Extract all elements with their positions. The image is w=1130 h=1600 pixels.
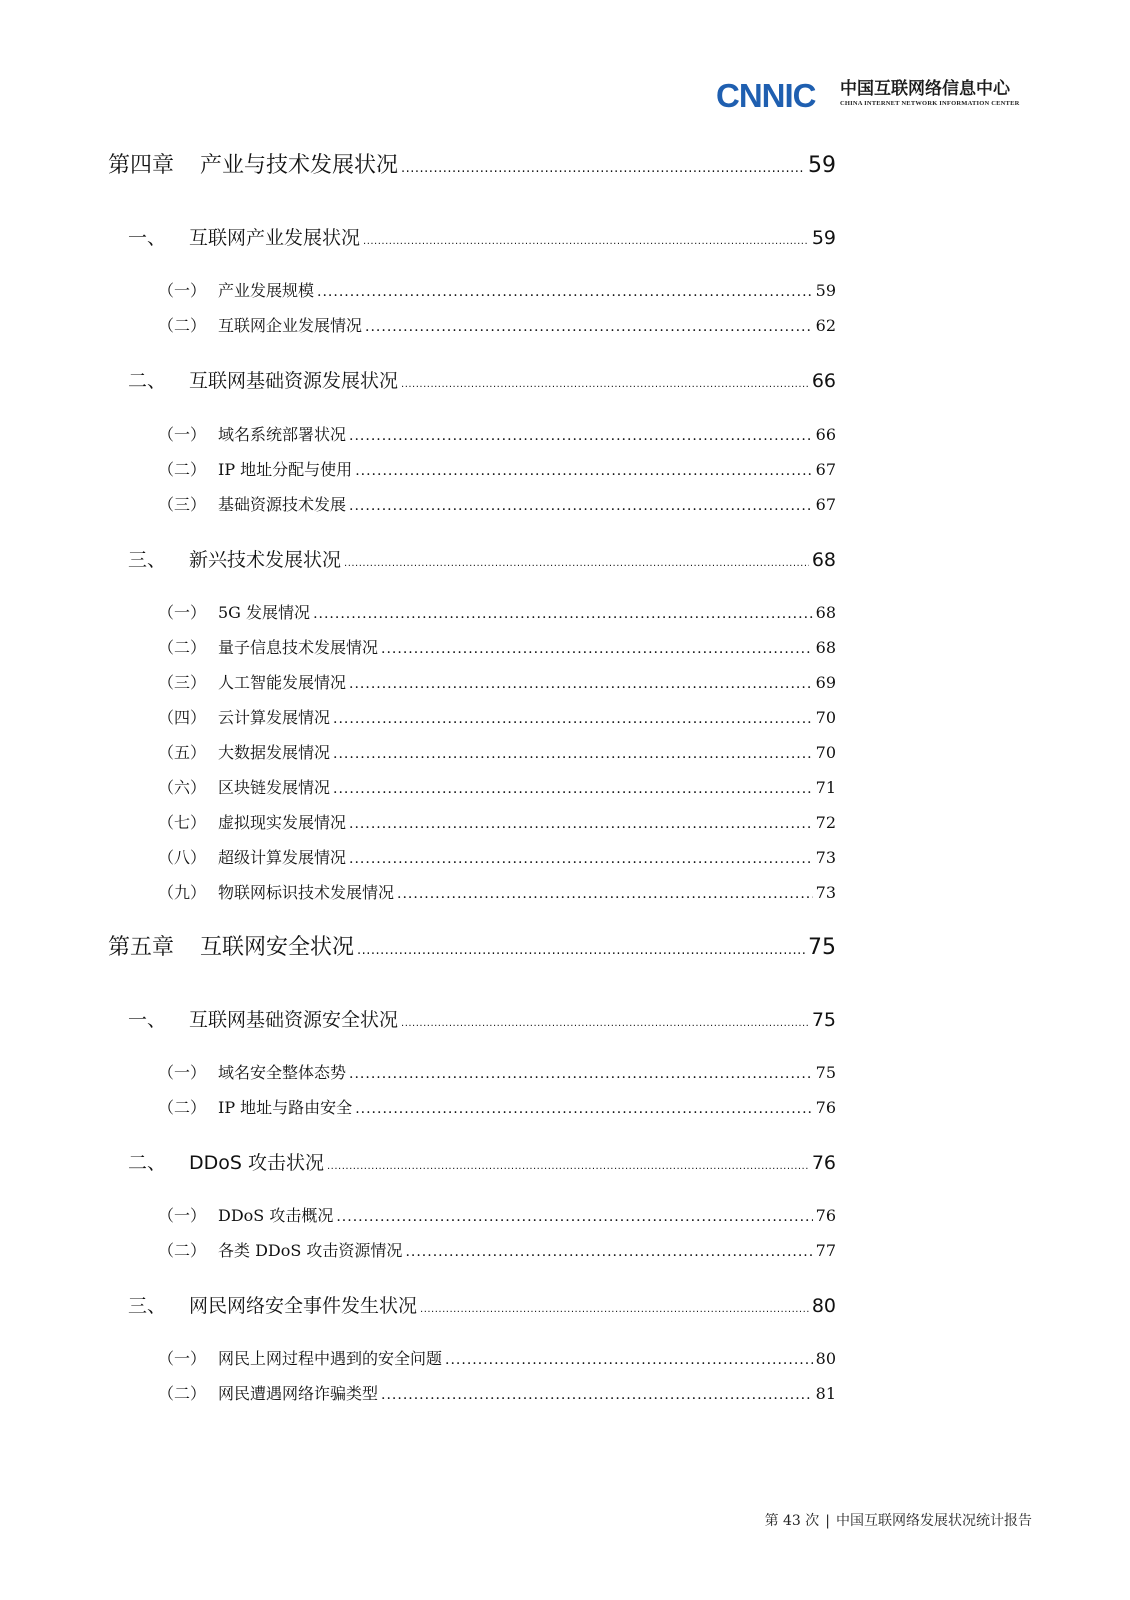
toc-leader xyxy=(349,816,813,832)
toc-title: 超级计算发展情况 xyxy=(218,848,347,867)
toc-page: 59 xyxy=(808,153,836,178)
toc-leader xyxy=(313,606,813,622)
toc-title: 大数据发展情况 xyxy=(218,743,331,762)
toc-number: （一） xyxy=(158,425,207,444)
toc-subsection[interactable] xyxy=(158,775,836,798)
toc-number: （二） xyxy=(158,316,207,335)
toc-title: 网民上网过程中遇到的安全问题 xyxy=(218,1349,443,1368)
toc-title: 互联网企业发展情况 xyxy=(218,316,363,335)
toc-leader xyxy=(355,1101,812,1117)
toc-number: （二） xyxy=(158,460,207,479)
toc-leader xyxy=(401,379,809,390)
toc-subsection[interactable] xyxy=(158,457,836,480)
toc-number: （一） xyxy=(158,1063,207,1082)
toc-page: 75 xyxy=(811,1009,836,1031)
toc-number: （二） xyxy=(158,1384,207,1403)
toc-number: （一） xyxy=(158,281,207,300)
toc-title: 网民网络安全事件发生状况 xyxy=(189,1295,418,1317)
toc-section[interactable] xyxy=(128,366,836,393)
logo-mark: CNNIC xyxy=(716,77,816,114)
toc-number: （三） xyxy=(158,495,207,514)
toc-title: IP 地址与路由安全 xyxy=(218,1098,353,1117)
toc-subsection[interactable] xyxy=(158,1060,836,1083)
toc-title: 物联网标识技术发展情况 xyxy=(218,883,395,902)
toc-subsection[interactable] xyxy=(158,1203,836,1226)
toc-leader xyxy=(355,463,812,479)
toc-leader xyxy=(333,781,813,797)
page-footer xyxy=(765,1510,1032,1530)
toc-title: IP 地址分配与使用 xyxy=(218,460,353,479)
toc-subsection[interactable] xyxy=(158,740,836,763)
toc-section[interactable] xyxy=(128,1005,836,1032)
toc-page: 68 xyxy=(811,549,836,571)
toc-leader xyxy=(317,284,813,300)
toc-number: 一、 xyxy=(128,1009,167,1031)
toc-leader xyxy=(445,1352,813,1368)
toc-title: 互联网基础资源发展状况 xyxy=(189,370,399,392)
toc-subsection[interactable] xyxy=(158,1238,836,1261)
toc-chapter-4[interactable] xyxy=(108,148,836,179)
toc-subsection[interactable] xyxy=(158,492,836,515)
toc-leader xyxy=(349,851,813,867)
toc-page: 70 xyxy=(815,708,836,727)
toc-subsection[interactable] xyxy=(158,278,836,301)
toc-title: 基础资源技术发展 xyxy=(218,495,347,514)
toc-page: 70 xyxy=(815,743,836,762)
toc-number: （七） xyxy=(158,813,207,832)
toc-subsection[interactable] xyxy=(158,705,836,728)
footer-edition: 第 43 次 xyxy=(764,1513,820,1529)
toc-title: 人工智能发展情况 xyxy=(218,673,347,692)
toc-page: 59 xyxy=(815,281,836,300)
toc-title: DDoS 攻击状况 xyxy=(189,1152,324,1174)
toc-number: （一） xyxy=(158,1349,207,1368)
toc-section[interactable] xyxy=(128,545,836,572)
toc-number: 三、 xyxy=(128,1295,167,1317)
toc-page: 80 xyxy=(815,1349,836,1368)
toc-leader xyxy=(363,236,809,247)
toc-title: 产业发展规模 xyxy=(218,281,315,300)
toc-leader xyxy=(333,746,813,762)
footer-report-title: 中国互联网络发展状况统计报告 xyxy=(836,1513,1032,1529)
toc-subsection[interactable] xyxy=(158,880,836,903)
toc-leader xyxy=(357,943,805,958)
toc-section[interactable] xyxy=(128,1291,836,1318)
toc-page: 62 xyxy=(815,316,836,335)
toc-leader xyxy=(420,1304,809,1315)
toc-leader xyxy=(349,1066,813,1082)
toc-title: 云计算发展情况 xyxy=(218,708,331,727)
toc-number: （二） xyxy=(158,1098,207,1117)
toc-page: 77 xyxy=(815,1241,836,1260)
toc-page: 75 xyxy=(808,935,836,960)
logo-chinese-name: 中国互联网络信息中心 xyxy=(840,79,1010,99)
toc-page: 59 xyxy=(811,227,836,249)
toc-leader xyxy=(349,428,813,444)
toc-number: 二、 xyxy=(128,1152,167,1174)
toc-subsection[interactable] xyxy=(158,313,836,336)
toc-title: 互联网产业发展状况 xyxy=(189,227,361,249)
toc-number: （三） xyxy=(158,673,207,692)
toc-number: （九） xyxy=(158,883,207,902)
toc-title: 互联网安全状况 xyxy=(200,935,355,960)
toc-number: 一、 xyxy=(128,227,167,249)
toc-title: 新兴技术发展状况 xyxy=(189,549,342,571)
toc-number: （五） xyxy=(158,743,207,762)
toc-leader xyxy=(349,676,813,692)
toc-number: 二、 xyxy=(128,370,167,392)
toc-title: 区块链发展情况 xyxy=(218,778,331,797)
toc-page: 69 xyxy=(815,673,836,692)
toc-number: （一） xyxy=(158,603,207,622)
toc-title: 量子信息技术发展情况 xyxy=(218,638,379,657)
toc-page: 66 xyxy=(811,370,836,392)
toc-page: 73 xyxy=(815,883,836,902)
toc-number: （四） xyxy=(158,708,207,727)
toc-number: （二） xyxy=(158,638,207,657)
toc-page: 75 xyxy=(815,1063,836,1082)
toc-number: 第五章 xyxy=(108,935,175,960)
toc-leader xyxy=(349,498,813,514)
toc-number: （六） xyxy=(158,778,207,797)
toc-page: 67 xyxy=(815,460,836,479)
toc-title: 5G 发展情况 xyxy=(218,603,311,622)
toc-title: 域名系统部署状况 xyxy=(218,425,347,444)
toc-subsection[interactable] xyxy=(158,845,836,868)
toc-leader xyxy=(401,1018,809,1029)
toc-leader xyxy=(381,641,813,657)
toc-page: 68 xyxy=(815,603,836,622)
toc-subsection[interactable] xyxy=(158,635,836,658)
toc-subsection[interactable] xyxy=(158,810,836,833)
toc-subsection[interactable] xyxy=(158,600,836,623)
toc-subsection[interactable] xyxy=(158,422,836,445)
toc-title: 互联网基础资源安全状况 xyxy=(189,1009,399,1031)
toc-subsection[interactable] xyxy=(158,1095,836,1118)
toc-subsection[interactable] xyxy=(158,1346,836,1369)
toc-page: 76 xyxy=(815,1206,836,1225)
toc-section[interactable] xyxy=(128,223,836,250)
toc-page: 80 xyxy=(811,1295,836,1317)
logo-english-name: CHINA INTERNET NETWORK INFORMATION CENTER xyxy=(840,100,1020,107)
toc-section[interactable] xyxy=(128,1148,836,1175)
toc-number: （二） xyxy=(158,1241,207,1260)
toc-page: 76 xyxy=(811,1152,836,1174)
toc-subsection[interactable] xyxy=(158,670,836,693)
toc-leader xyxy=(344,558,809,569)
toc-page: 72 xyxy=(815,813,836,832)
toc-page: 71 xyxy=(815,778,836,797)
toc-leader xyxy=(333,711,813,727)
toc-leader xyxy=(327,1161,809,1172)
toc-title: 虚拟现实发展情况 xyxy=(218,813,347,832)
toc-leader xyxy=(381,1387,813,1403)
toc-number: （一） xyxy=(158,1206,207,1225)
toc-chapter-5[interactable] xyxy=(108,930,836,961)
toc-title: 网民遭遇网络诈骗类型 xyxy=(218,1384,379,1403)
toc-page: 76 xyxy=(815,1098,836,1117)
toc-leader xyxy=(336,1209,812,1225)
toc-page: 66 xyxy=(815,425,836,444)
toc-title: DDoS 攻击概况 xyxy=(218,1206,334,1225)
toc-page: 81 xyxy=(815,1384,836,1403)
toc-page: 73 xyxy=(815,848,836,867)
footer-separator: | xyxy=(825,1513,830,1529)
toc-number: （八） xyxy=(158,848,207,867)
toc-leader xyxy=(405,1244,812,1260)
toc-title: 产业与技术发展状况 xyxy=(200,153,399,178)
toc-subsection[interactable] xyxy=(158,1381,836,1404)
toc-title: 各类 DDoS 攻击资源情况 xyxy=(218,1241,403,1260)
toc-page: 67 xyxy=(815,495,836,514)
toc-leader xyxy=(401,161,805,176)
toc-number: 三、 xyxy=(128,549,167,571)
toc-page: 68 xyxy=(815,638,836,657)
toc-leader xyxy=(365,319,813,335)
toc-number: 第四章 xyxy=(108,153,175,178)
toc-title: 域名安全整体态势 xyxy=(218,1063,347,1082)
toc-leader xyxy=(397,886,813,902)
